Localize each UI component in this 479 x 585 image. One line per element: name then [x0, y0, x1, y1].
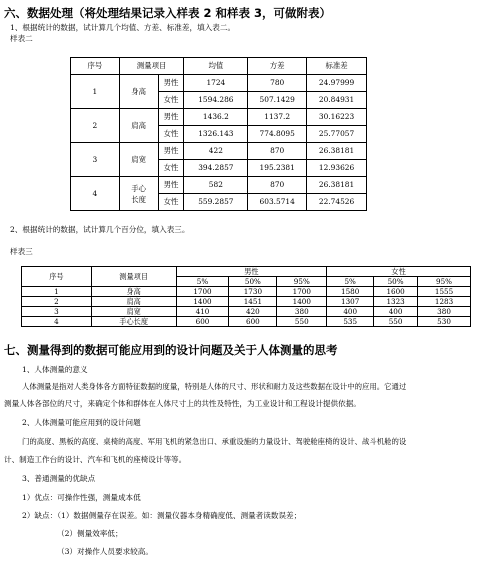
table-3	[21, 266, 471, 327]
percentile-header: 5%	[176, 277, 229, 287]
sd-cell: 12.93626	[307, 160, 367, 177]
table-2	[70, 57, 367, 211]
mean-cell: 1326.143	[184, 126, 248, 143]
value-cell: 400	[374, 307, 418, 317]
percentile-header: 95%	[277, 277, 327, 287]
value-cell: 1700	[176, 287, 229, 297]
value-cell: 1400	[277, 297, 327, 307]
row-number: 3	[71, 143, 120, 177]
variance-cell: 870	[248, 177, 307, 194]
disadvantage-1-text: 2）缺点：（1）数据侧量存在误差。如：测量仪器本身精确度低、测量者读数误差；	[22, 511, 302, 520]
header-cell: 标准差	[307, 58, 367, 75]
table-row	[22, 287, 471, 297]
value-cell: 1700	[277, 287, 327, 297]
paragraph-1-line-1: 人体测量是指对人类身体各方面特征数据的度量，特别是人体的尺寸、形状和耐力及这些数据在设计中的应用。它通过	[22, 382, 407, 391]
paragraph-2-line-1: 门的高度、黑板的高度、桌椅的高度、军用飞机的紧急出口、承重设施的力量设计、驾驶舱座椅的设计、战斗机舱的设	[22, 437, 407, 446]
section-6-title: 六、数据处理（将处理结果记录入样表 2 和样表 3，可做附表）	[4, 6, 332, 20]
mean-cell: 394.2857	[184, 160, 248, 177]
item-name: 身高	[119, 75, 158, 109]
mean-cell: 1436.2	[184, 109, 248, 126]
disadvantage-3-text: （3）对操作人员要求较高。	[57, 547, 153, 556]
mean-cell: 1594.286	[184, 92, 248, 109]
value-cell: 400	[327, 307, 374, 317]
sex-cell: 女性	[158, 194, 184, 211]
header-cell: 均值	[184, 58, 248, 75]
item-name: 手心长度	[119, 177, 158, 211]
item-name: 身高	[91, 287, 176, 297]
item-name: 手心长度	[91, 317, 176, 327]
table-row	[71, 109, 367, 126]
row-number: 2	[22, 297, 92, 307]
item-name: 肩宽	[91, 307, 176, 317]
value-cell: 1400	[176, 297, 229, 307]
value-cell: 535	[327, 317, 374, 327]
sd-cell: 30.16223	[307, 109, 367, 126]
row-number: 4	[71, 177, 120, 211]
paragraph-1-line-2: 测量人体各部位的尺寸，来确定个体和群体在人体尺寸上的共性及特性，为工业设计和工程设计提供依据。	[4, 399, 361, 408]
header-cell: 序号	[71, 58, 120, 75]
header-cell: 男性	[176, 267, 327, 277]
sd-cell: 24.97999	[307, 75, 367, 92]
table-3-label: 样表三	[10, 247, 33, 256]
table-row	[71, 143, 367, 160]
variance-cell: 603.5714	[248, 194, 307, 211]
sd-cell: 22.74526	[307, 194, 367, 211]
table-2-label: 样表二	[10, 34, 33, 43]
value-cell: 1600	[374, 287, 418, 297]
item-name: 肩高	[119, 109, 158, 143]
paragraph-3-heading: 3、普通测量的优缺点	[22, 474, 96, 483]
value-cell: 530	[418, 317, 471, 327]
value-cell: 410	[176, 307, 229, 317]
paragraph-1-heading: 1、人体测量的意义	[22, 365, 88, 374]
value-cell: 1555	[418, 287, 471, 297]
percentile-header: 50%	[229, 277, 277, 287]
row-number: 4	[22, 317, 92, 327]
variance-cell: 774.8095	[248, 126, 307, 143]
sex-cell: 男性	[158, 109, 184, 126]
variance-cell: 870	[248, 143, 307, 160]
value-cell: 1323	[374, 297, 418, 307]
percentile-header: 5%	[327, 277, 374, 287]
advantages-text: 1）优点：可操作性强，测量成本低	[22, 493, 141, 502]
value-cell: 550	[277, 317, 327, 327]
table-row	[71, 177, 367, 194]
header-cell: 测量项目	[119, 58, 184, 75]
header-cell: 方差	[248, 58, 307, 75]
row-number: 3	[22, 307, 92, 317]
value-cell: 1580	[327, 287, 374, 297]
variance-cell: 1137.2	[248, 109, 307, 126]
value-cell: 1307	[327, 297, 374, 307]
item-name: 肩高	[91, 297, 176, 307]
percentile-header: 50%	[374, 277, 418, 287]
value-cell: 600	[229, 317, 277, 327]
sex-cell: 女性	[158, 92, 184, 109]
step-2-text: 2、根据统计的数据，试计算几个百分位，填入表三。	[10, 225, 190, 234]
sd-cell: 25.77057	[307, 126, 367, 143]
header-cell: 女性	[327, 267, 471, 277]
table-row	[22, 307, 471, 317]
variance-cell: 195.2381	[248, 160, 307, 177]
value-cell: 380	[418, 307, 471, 317]
value-cell: 1283	[418, 297, 471, 307]
table-row	[71, 58, 367, 75]
variance-cell: 780	[248, 75, 307, 92]
step-1-text: 1、根据统计的数据，试计算几个均值、方差、标准差，填入表二。	[10, 23, 236, 32]
header-cell: 序号	[22, 267, 92, 287]
row-number: 1	[71, 75, 120, 109]
sex-cell: 男性	[158, 177, 184, 194]
disadvantage-2-text: （2）侧量效率低；	[57, 529, 123, 538]
value-cell: 600	[176, 317, 229, 327]
value-cell: 420	[229, 307, 277, 317]
value-cell: 1451	[229, 297, 277, 307]
item-name: 肩宽	[119, 143, 158, 177]
table-row	[22, 297, 471, 307]
table-row	[22, 317, 471, 327]
table-row	[22, 267, 471, 277]
value-cell: 550	[374, 317, 418, 327]
sex-cell: 男性	[158, 75, 184, 92]
mean-cell: 422	[184, 143, 248, 160]
sex-cell: 男性	[158, 143, 184, 160]
paragraph-2-line-2: 计、制造工作台的设计、汽车和飞机的座椅设计等等。	[4, 455, 187, 464]
value-cell: 1730	[229, 287, 277, 297]
sd-cell: 20.84931	[307, 92, 367, 109]
section-7-title: 七、测量得到的数据可能应用到的设计问题及关于人体测量的思考	[4, 343, 338, 357]
mean-cell: 559.2857	[184, 194, 248, 211]
sex-cell: 女性	[158, 160, 184, 177]
sd-cell: 26.38181	[307, 143, 367, 160]
percentile-header: 95%	[418, 277, 471, 287]
header-cell: 测量项目	[91, 267, 176, 287]
sex-cell: 女性	[158, 126, 184, 143]
row-number: 2	[71, 109, 120, 143]
mean-cell: 1724	[184, 75, 248, 92]
sd-cell: 26.38181	[307, 177, 367, 194]
value-cell: 380	[277, 307, 327, 317]
paragraph-2-heading: 2、人体测量可能应用到的设计问题	[22, 418, 141, 427]
table-row	[71, 75, 367, 92]
row-number: 1	[22, 287, 92, 297]
mean-cell: 582	[184, 177, 248, 194]
variance-cell: 507.1429	[248, 92, 307, 109]
